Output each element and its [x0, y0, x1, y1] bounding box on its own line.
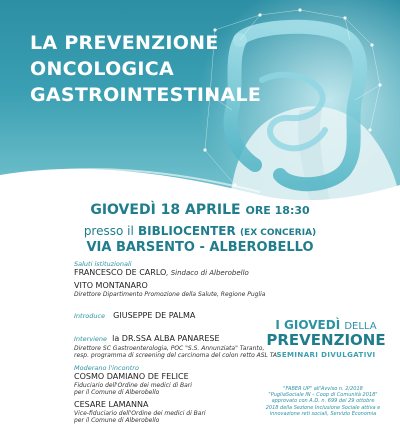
- event-address: VIA BARSENTO - ALBEROBELLO: [86, 240, 314, 255]
- venue-name: BIBLIOCENTER: [138, 224, 236, 238]
- series-thin: DELLA: [344, 321, 377, 332]
- funding-notice: [248, 386, 398, 417]
- series-line-3: SEMINARI DIVULGATIVI: [276, 351, 376, 359]
- venue-prefix: presso il: [83, 224, 134, 238]
- notice-line-1: "FABER UP" all'Avviso n. 2/2018: [283, 386, 363, 392]
- notice-line-3: approvato con A.D. n. 699 del 29 ottobre: [271, 398, 375, 405]
- event-date: [0, 202, 400, 218]
- moderator-1-role-1: Fiduciario dell'Ordine dei medici di Bari: [74, 381, 192, 389]
- greetings-section: [74, 260, 324, 299]
- speaker-1-name: FRANCESCO DE CARLO: [74, 268, 167, 277]
- series-line-2: PREVENZIONE: [266, 331, 386, 349]
- talk-label: Interviene: [74, 334, 108, 343]
- title-line-1: LA PREVENZIONE: [30, 32, 219, 54]
- venue-note: (EX CONCERIA): [239, 228, 317, 238]
- series-bold: I GIOVEDÌ: [275, 318, 341, 332]
- series-logo: [252, 318, 400, 359]
- page-title: [30, 30, 261, 108]
- talk-name: la DR.SSA ALBA PANARESE: [112, 333, 220, 343]
- moderator-2-name: CESARE LAMANNA: [74, 399, 149, 409]
- event-time: ORE 18:30: [245, 204, 310, 217]
- event-venue: [0, 224, 400, 238]
- talk-role-2: resp. programma di screening del carcinoma del colon retto ASL TA: [74, 352, 278, 359]
- notice-line-4: 2018 della Sezione Inclusione Sociale attiva e: [265, 404, 381, 411]
- title-line-2: ONCOLOGICA: [30, 58, 175, 80]
- notice-line-2: "PugliaSociale IN – Coop di Comunità 2018": [268, 392, 378, 399]
- speaker-2-role: Direttore Dipartimento Promozione della Salute, Regione Puglia: [74, 291, 266, 298]
- talk-role-1: Direttore SC Gastroenterologia, POC "S.S. Annunziata" Taranto,: [74, 344, 265, 352]
- intro-label: Introduce: [74, 311, 106, 320]
- moderator-1-name: COSMO DAMIANO DE FELICE: [74, 371, 189, 381]
- speaker-1-role: , Sindaco di Alberobello: [166, 269, 249, 277]
- series-line-1: [252, 318, 400, 332]
- moderator-2-role-2: per il Comune di Alberobello: [74, 417, 160, 424]
- speaker-2-name: VITO MONTANARO: [74, 281, 148, 290]
- notice-line-5: innovazione reti sociali, Servizio Economia: [269, 410, 377, 417]
- moderators-label: Moderano l'incontro: [74, 363, 139, 372]
- event-day: GIOVEDÌ 18 APRILE: [90, 202, 241, 218]
- moderator-2-role-1: Vice-fiduciario dell'Ordine dei medici di Bari: [74, 409, 206, 417]
- intro-name: GIUSEPPE DE PALMA: [113, 310, 196, 320]
- title-line-3: GASTROINTESTINALE: [30, 84, 262, 106]
- speaker-1: [74, 268, 324, 278]
- greetings-label: Saluti istituzionali: [74, 260, 132, 268]
- hero-banner: [0, 0, 400, 200]
- moderator-1-role-2: per il Comune di Alberobello: [74, 389, 160, 396]
